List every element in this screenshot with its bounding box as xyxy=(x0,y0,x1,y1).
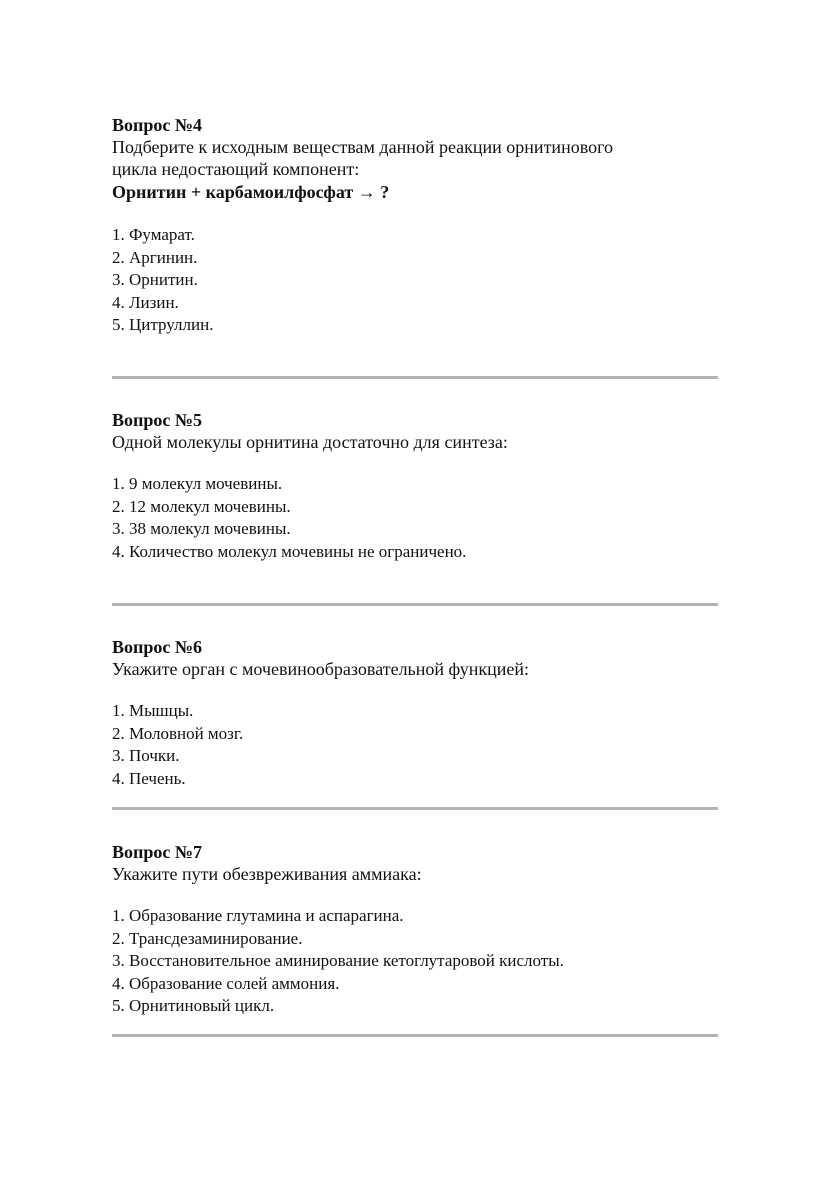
answer-option: 1. Образование глутамина и аспарагина. xyxy=(112,906,404,925)
question-text-line: цикла недостающий компонент: xyxy=(112,159,360,179)
answer-option: 1. Фумарат. xyxy=(112,225,195,244)
answer-options xyxy=(112,224,718,337)
answer-option: 3. Восстановительное аминирование кетоглутаровой кислоты. xyxy=(112,951,564,970)
answer-options xyxy=(112,473,718,563)
answer-options xyxy=(112,905,718,1018)
question-title: Вопрос №7 xyxy=(112,842,202,862)
answer-option: 5. Орнитиновый цикл. xyxy=(112,996,275,1015)
answer-option: 2. Аргинин. xyxy=(112,247,198,267)
reaction-formula: Орнитин + карбамоилфосфат → ? xyxy=(112,182,390,202)
answer-option: 1. Мышцы. xyxy=(112,701,194,720)
question-text-line: Укажите пути обезвреживания аммиака: xyxy=(112,864,422,884)
question-text-line: Подберите к исходным веществам данной реакции орнитинового xyxy=(112,137,614,157)
question-7 xyxy=(112,841,718,1018)
answer-option: 4. Лизин. xyxy=(112,292,179,312)
answer-option: 5. Цитруллин. xyxy=(112,315,214,334)
section-divider xyxy=(112,1034,718,1037)
answer-option: 4. Печень. xyxy=(112,768,186,788)
answer-option: 2. Моловной мозг. xyxy=(112,723,244,743)
answer-option: 2. 12 молекул мочевины. xyxy=(112,496,291,516)
answer-options xyxy=(112,700,718,790)
answer-option: 3. Орнитин. xyxy=(112,270,198,289)
question-text-line: Одной молекулы орнитина достаточно для синтеза: xyxy=(112,432,508,452)
question-6 xyxy=(112,636,718,790)
answer-option: 4. Образование солей аммония. xyxy=(112,973,340,993)
answer-option: 1. 9 молекул мочевины. xyxy=(112,474,283,493)
answer-option: 4. Количество молекул мочевины не ограничено. xyxy=(112,541,467,561)
answer-option: 2. Трансдезаминирование. xyxy=(112,928,303,948)
question-4 xyxy=(112,114,718,337)
section-divider xyxy=(112,807,718,810)
answer-option: 3. 38 молекул мочевины. xyxy=(112,519,291,538)
answer-option: 3. Почки. xyxy=(112,746,180,765)
section-divider xyxy=(112,376,718,379)
question-title: Вопрос №6 xyxy=(112,637,202,657)
section-divider xyxy=(112,603,718,606)
question-title: Вопрос №4 xyxy=(112,115,202,135)
question-5 xyxy=(112,409,718,563)
question-text-line: Укажите орган с мочевинообразовательной функцией: xyxy=(112,659,530,679)
question-title: Вопрос №5 xyxy=(112,410,202,430)
